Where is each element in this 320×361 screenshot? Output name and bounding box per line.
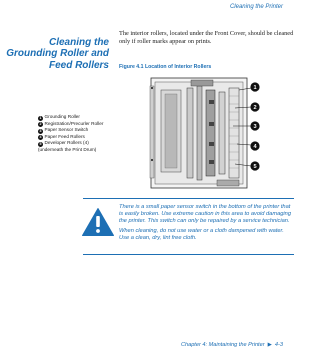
- callout-marker: [250, 121, 259, 130]
- warning-paragraph: There is a small paper sensor switch in the bottom of the printer that is easily broken. Use extreme caution in this area to avoid damaging the printer. This switch can only be repaired by a service technician.: [119, 204, 291, 225]
- figure-caption: Figure 4.1 Location of Interior Rollers: [119, 64, 212, 70]
- callout-number: 1: [253, 85, 257, 91]
- callout-marker: [250, 141, 259, 150]
- callout-legend: [38, 114, 143, 153]
- warning-note: [119, 204, 295, 245]
- interior-rollers-illustration: [147, 72, 273, 194]
- footer-page-number: 4-3: [274, 342, 283, 348]
- legend-item: [38, 114, 143, 121]
- legend-item: [38, 140, 143, 147]
- callout-marker: [250, 161, 259, 170]
- legend-item: [38, 134, 143, 141]
- callout-marker: [250, 102, 259, 111]
- footer-arrow-icon: ▶: [267, 342, 272, 348]
- legend-item: [38, 127, 143, 134]
- legend-text: Paper Sensor Switch: [44, 127, 89, 133]
- legend-text: Registration/Precurler Roller: [44, 120, 104, 126]
- warning-triangle-icon: [81, 207, 115, 237]
- legend-item-note: [38, 147, 143, 153]
- legend-number: 2: [39, 122, 42, 127]
- body-paragraph: The interior rollers, located under the Front Cover, should be cleaned only if roller marks appear on prints.: [119, 30, 294, 46]
- callout-number: 3: [253, 124, 257, 130]
- warning-top-rule: [83, 198, 294, 199]
- warning-paragraph: When cleaning, do not use water or a cloth dampened with water. Use a clean, dry, lint free cloth.: [119, 227, 284, 241]
- page-footer: [181, 342, 283, 348]
- running-head: Cleaning the Printer: [229, 4, 283, 10]
- section-heading-line: Feed Rollers: [48, 59, 109, 71]
- legend-text: (underneath the Print Drum): [38, 146, 97, 152]
- callout-number: 4: [253, 144, 257, 150]
- section-heading-line: Cleaning the: [48, 36, 109, 48]
- section-heading-line: Grounding Roller and: [6, 48, 109, 60]
- callout-marker: [250, 82, 259, 91]
- legend-text: Developer Rollers (4): [44, 140, 89, 146]
- callout-number: 5: [253, 164, 257, 170]
- legend-number: 1: [39, 115, 42, 120]
- legend-text: Grounding Roller: [44, 114, 80, 119]
- legend-text: Paper Feed Rollers: [44, 133, 85, 139]
- warning-bottom-rule: [83, 254, 294, 255]
- legend-item: [38, 121, 143, 128]
- callout-number: 2: [253, 105, 257, 111]
- section-heading: [0, 37, 109, 72]
- legend-number: 3: [39, 128, 42, 133]
- legend-number: 4: [39, 135, 42, 140]
- footer-chapter: Chapter 4: Maintaining the Printer: [180, 342, 265, 348]
- legend-number: 5: [39, 141, 42, 146]
